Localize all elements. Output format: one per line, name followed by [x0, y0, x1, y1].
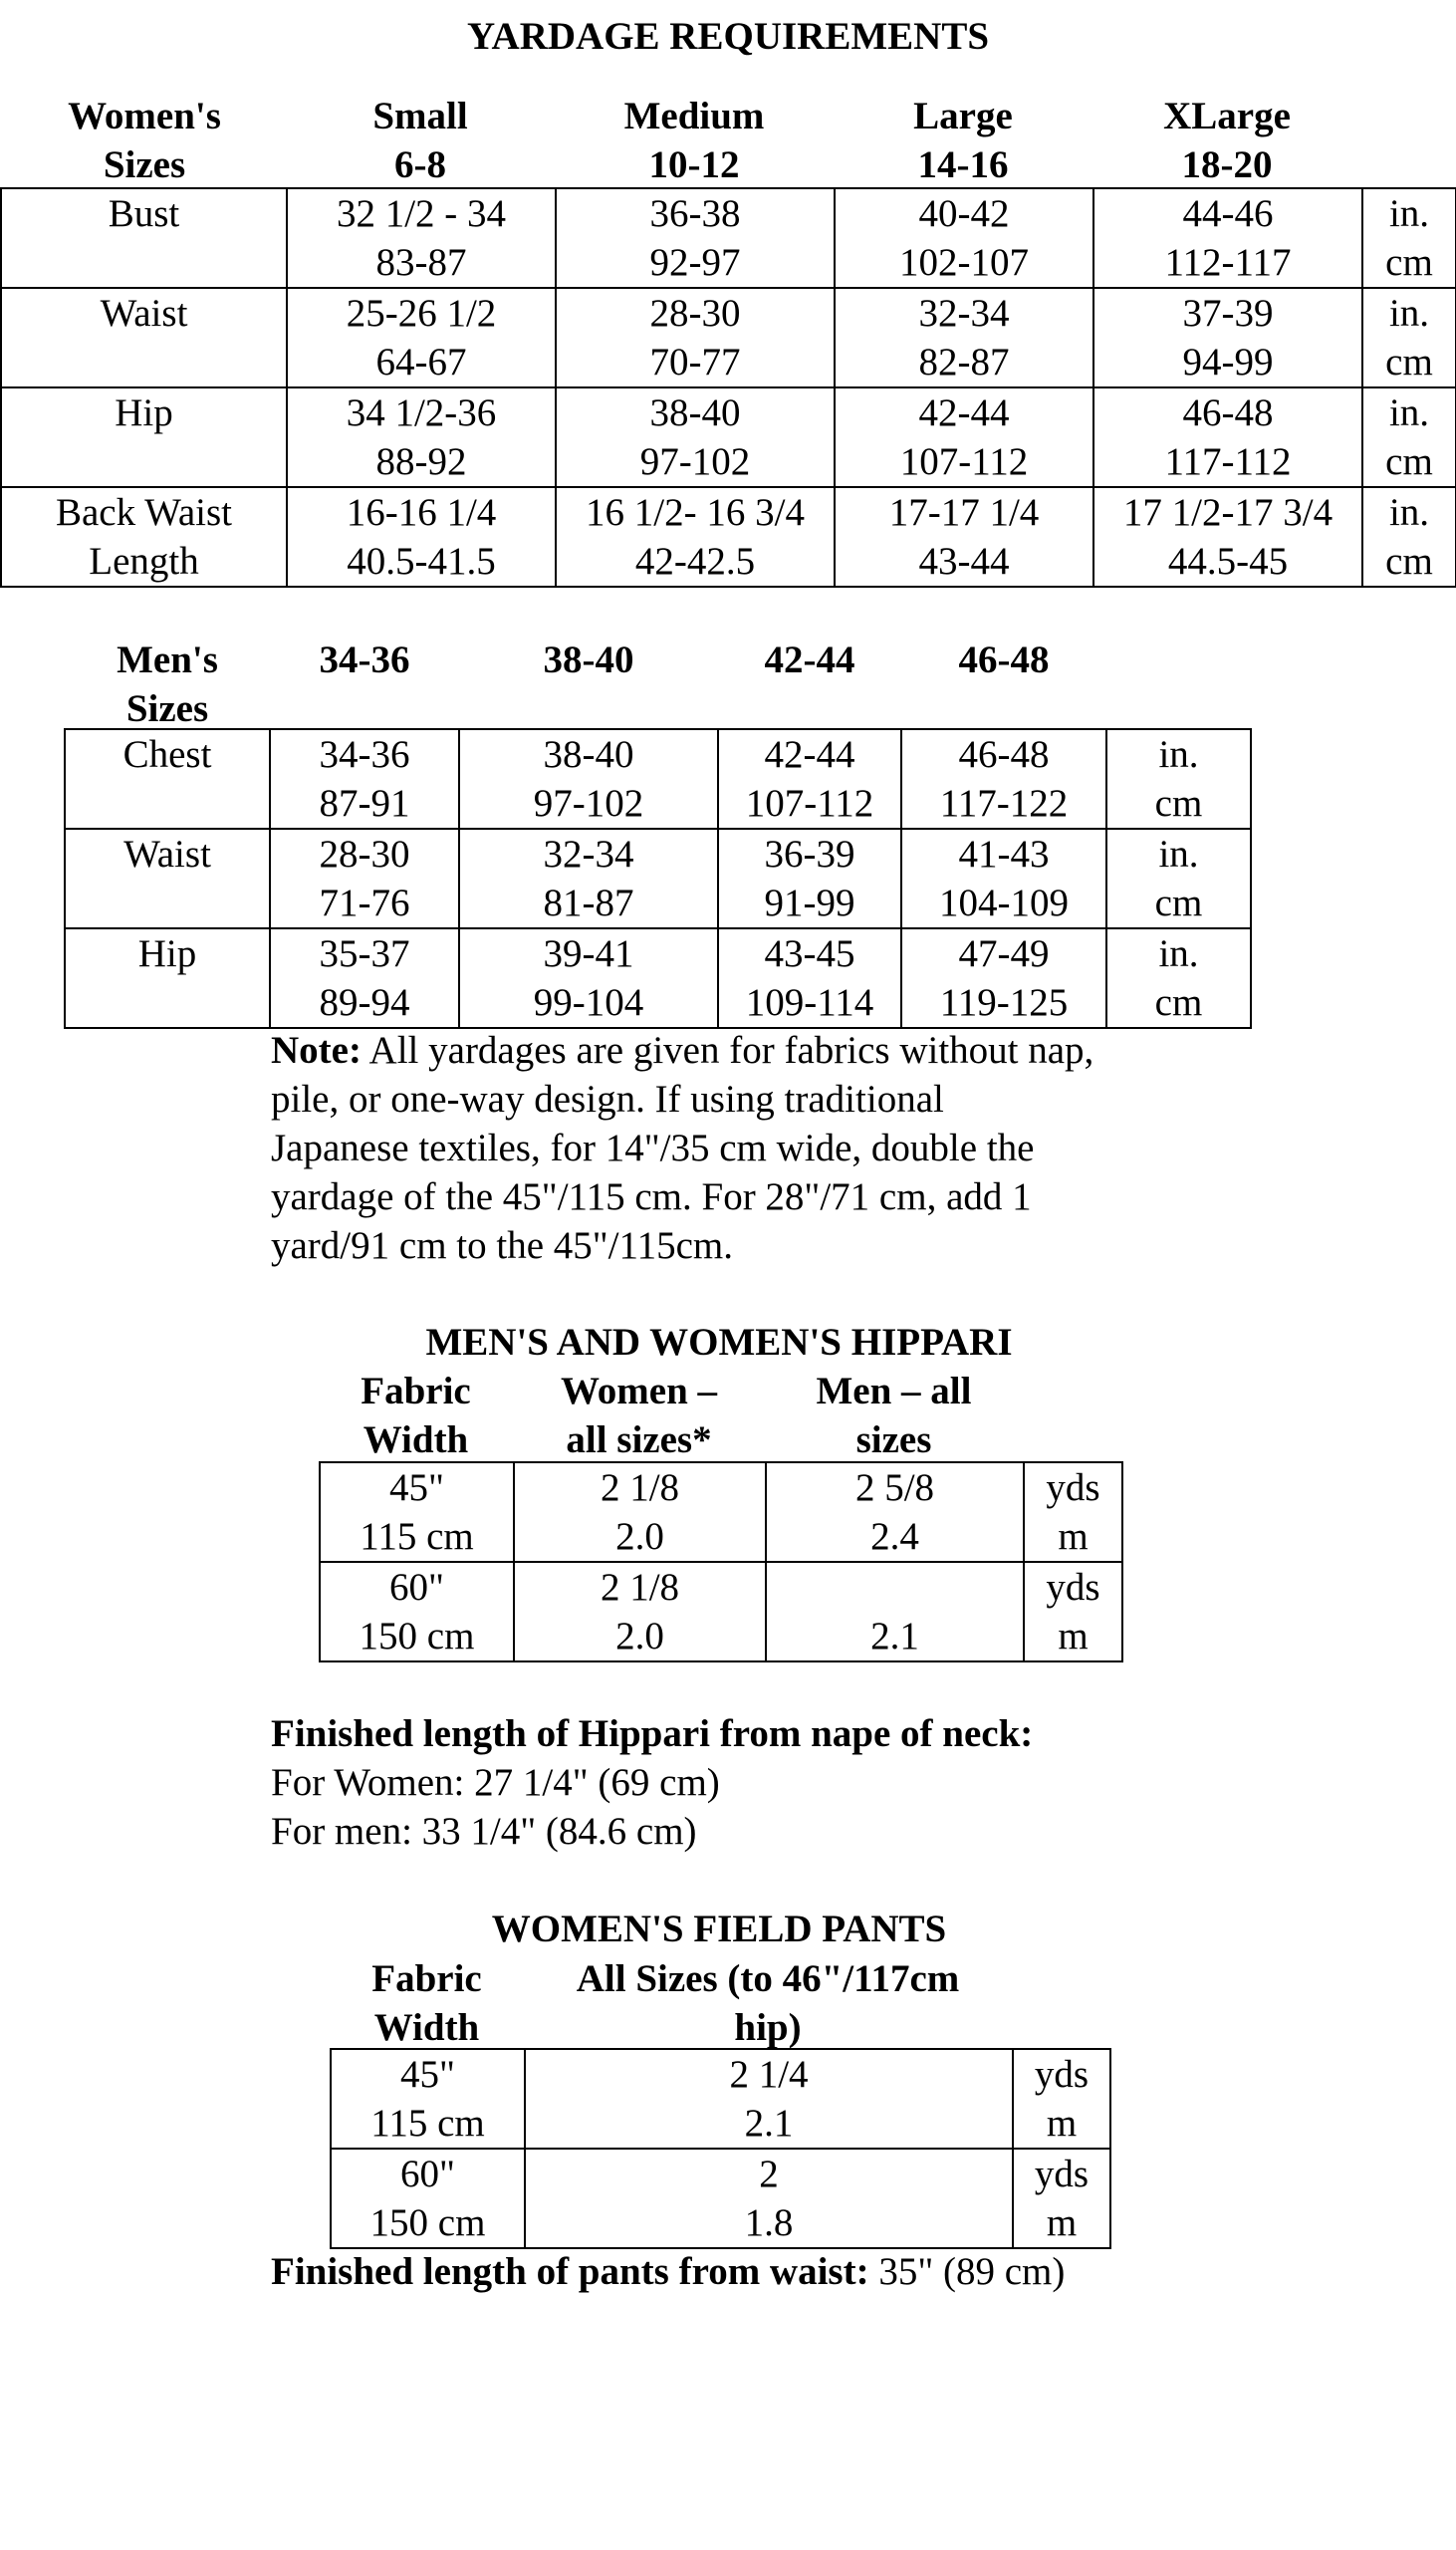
cell-line: 32-34: [543, 833, 634, 876]
note-line: All yardages are given for fabrics without nap,: [361, 1029, 1094, 1072]
cell-line: 109-114: [745, 981, 874, 1024]
cell-line: 45": [389, 1466, 444, 1509]
table-cell: [1013, 2149, 1110, 2248]
cell-line: 91-99: [764, 882, 855, 924]
cell-line: 2.1: [870, 1615, 919, 1658]
cell-line: 81-87: [543, 882, 634, 924]
cell-line: Back Waist: [55, 491, 233, 534]
cell-line: cm: [1385, 341, 1433, 383]
cell-line: 32 1/2 - 34: [336, 192, 507, 235]
hippari-table-row: [320, 1562, 1122, 1661]
cell-line: 38-40: [543, 733, 634, 776]
cell-line: 44-46: [1182, 192, 1274, 235]
table-cell: [331, 2149, 525, 2248]
hippari-finished-men: For men: 33 1/4" (84.6 cm): [271, 1810, 697, 1853]
cell-line: Chest: [122, 733, 212, 776]
table-cell: [514, 1562, 766, 1661]
cell-line: cm: [1154, 882, 1203, 924]
cell-line: in.: [1388, 391, 1430, 434]
cell-line: 2.1: [744, 2102, 794, 2145]
table-cell: [901, 928, 1106, 1028]
mens-table-row: [65, 928, 1251, 1028]
cell-line: cm: [1385, 540, 1433, 583]
table-cell: [1013, 2049, 1110, 2149]
cell-line: m: [1046, 2102, 1078, 2145]
table-cell: [65, 729, 270, 829]
table-cell: [1, 387, 287, 487]
hippari-finished-length: [271, 1709, 1033, 1856]
cell-line: 2.4: [870, 1515, 919, 1558]
womens-table-row: [1, 288, 1456, 387]
table-cell: [287, 288, 556, 387]
cell-line: 70-77: [649, 341, 741, 383]
table-cell: [1093, 487, 1362, 587]
pants-header-all-sizes: All Sizes (to 46"/117cm hip): [576, 1957, 960, 2049]
pants-finished-label: Finished length of pants from waist:: [271, 2250, 869, 2293]
table-cell: [1093, 387, 1362, 487]
table-cell: [718, 829, 901, 928]
cell-line: 46-48: [1182, 391, 1274, 434]
table-cell: [556, 188, 835, 288]
cell-line: in.: [1158, 833, 1199, 876]
table-cell: [766, 1562, 1024, 1661]
cell-line: 2 1/8: [600, 1466, 680, 1509]
hippari-header-fabric-width: Fabric Width: [361, 1370, 471, 1461]
cell-line: cm: [1385, 241, 1433, 284]
table-cell: [835, 188, 1093, 288]
cell-line: 97-102: [639, 440, 751, 483]
cell-line: 64-67: [375, 341, 467, 383]
cell-line: 2.0: [615, 1515, 664, 1558]
pants-table-row: [331, 2149, 1110, 2248]
pants-header-fabric-width: Fabric Width: [371, 1957, 482, 2049]
cell-line: 107-112: [745, 782, 874, 825]
cell-line: 150 cm: [359, 1615, 475, 1658]
table-cell: [1106, 729, 1251, 829]
table-cell: [459, 829, 718, 928]
cell-line: 104-109: [939, 882, 1069, 924]
hippari-header-men: Men – all sizes: [816, 1370, 972, 1461]
womens-table-row: [1, 387, 1456, 487]
cell-line: yds: [1046, 1566, 1100, 1609]
cell-line: 88-92: [375, 440, 467, 483]
mens-header-34-36: 34-36: [319, 638, 410, 681]
cell-line: yds: [1034, 2053, 1090, 2096]
womens-table-row: [1, 487, 1456, 587]
table-cell: [270, 928, 459, 1028]
cell-line: Waist: [100, 292, 188, 335]
cell-line: in.: [1388, 192, 1430, 235]
womens-header-sizes: Women's Sizes: [68, 95, 221, 186]
cell-line: 44.5-45: [1167, 540, 1289, 583]
page-title: YARDAGE REQUIREMENTS: [466, 15, 990, 58]
cell-line: 36-39: [764, 833, 855, 876]
womens-header-medium: Medium 10-12: [623, 95, 765, 186]
cell-line: 97-102: [533, 782, 644, 825]
table-cell: [320, 1562, 514, 1661]
cell-line: 115 cm: [370, 2102, 485, 2145]
cell-line: 40-42: [918, 192, 1010, 235]
cell-line: yds: [1034, 2153, 1090, 2195]
pants-table: [330, 2048, 1111, 2249]
cell-line: 36-38: [649, 192, 741, 235]
hippari-title: MEN'S AND WOMEN'S HIPPARI: [425, 1321, 1013, 1364]
cell-line: 42-44: [764, 733, 855, 776]
cell-line: cm: [1154, 782, 1203, 825]
table-cell: [1093, 188, 1362, 288]
cell-line: 82-87: [918, 341, 1010, 383]
cell-line: 16 1/2- 16 3/4: [586, 491, 805, 534]
cell-line: m: [1058, 1515, 1089, 1558]
cell-line: [2, 238, 286, 287]
table-cell: [331, 2049, 525, 2149]
cell-line: 37-39: [1182, 292, 1274, 335]
table-cell: [320, 1462, 514, 1562]
cell-line: in.: [1158, 932, 1199, 975]
hippari-table-row: [320, 1462, 1122, 1562]
cell-line: Hip: [115, 391, 173, 434]
cell-line: 17-17 1/4: [888, 491, 1040, 534]
cell-line: [2, 437, 286, 486]
note-label: Note:: [271, 1029, 362, 1072]
cell-line: 2: [759, 2153, 779, 2195]
cell-line: 87-91: [319, 782, 410, 825]
hippari-header-women: Women – all sizes*: [560, 1370, 718, 1461]
cell-line: cm: [1385, 440, 1433, 483]
mens-size-table: [64, 728, 1252, 1029]
table-cell: [1, 188, 287, 288]
womens-size-table: [0, 187, 1456, 588]
cell-line: 42-42.5: [634, 540, 756, 583]
table-cell: [514, 1462, 766, 1562]
cell-line: 35-37: [319, 932, 410, 975]
mens-header-46-48: 46-48: [958, 638, 1050, 681]
cell-line: 102-107: [899, 241, 1029, 284]
note-line: Japanese textiles, for 14"/35 cm wide, double the: [271, 1127, 1035, 1169]
cell-line: 28-30: [319, 833, 410, 876]
cell-line: 60": [389, 1566, 444, 1609]
table-cell: [1362, 188, 1456, 288]
table-cell: [835, 387, 1093, 487]
cell-line: 39-41: [543, 932, 634, 975]
cell-line: in.: [1388, 491, 1430, 534]
cell-line: 2 5/8: [854, 1466, 935, 1509]
table-cell: [1362, 487, 1456, 587]
cell-line: 107-112: [899, 440, 1029, 483]
table-cell: [1106, 928, 1251, 1028]
table-cell: [287, 487, 556, 587]
cell-line: Bust: [108, 192, 180, 235]
table-cell: [1024, 1462, 1122, 1562]
table-cell: [459, 928, 718, 1028]
cell-line: 71-76: [319, 882, 410, 924]
cell-line: 43-44: [918, 540, 1010, 583]
cell-line: 2.0: [615, 1615, 664, 1658]
note-line: yardage of the 45"/115 cm. For 28"/71 cm, add 1: [271, 1175, 1032, 1218]
cell-line: 94-99: [1182, 341, 1274, 383]
cell-line: 42-44: [918, 391, 1010, 434]
cell-line: 2 1/4: [729, 2053, 809, 2096]
cell-line: yds: [1046, 1466, 1100, 1509]
cell-line: 46-48: [958, 733, 1050, 776]
table-cell: [525, 2149, 1013, 2248]
yardage-note: [271, 1026, 1093, 1270]
cell-line: [66, 879, 269, 927]
table-cell: [556, 288, 835, 387]
cell-line: 45": [400, 2053, 455, 2096]
table-cell: [835, 487, 1093, 587]
cell-line: 43-45: [764, 932, 855, 975]
womens-header-large: Large 14-16: [913, 95, 1013, 186]
note-line: yard/91 cm to the 45"/115cm.: [271, 1224, 733, 1267]
table-cell: [1362, 288, 1456, 387]
table-cell: [901, 829, 1106, 928]
cell-line: [66, 978, 269, 1027]
pants-title: WOMEN'S FIELD PANTS: [491, 1908, 947, 1950]
mens-header-42-44: 42-44: [764, 638, 855, 681]
cell-line: in.: [1388, 292, 1430, 335]
cell-line: 112-117: [1164, 241, 1292, 284]
table-cell: [718, 928, 901, 1028]
womens-header-small: Small 6-8: [372, 95, 468, 186]
cell-line: 41-43: [958, 833, 1050, 876]
mens-table-row: [65, 829, 1251, 928]
table-cell: [1, 288, 287, 387]
cell-line: 83-87: [375, 241, 467, 284]
cell-line: 117-112: [1164, 440, 1292, 483]
table-cell: [270, 829, 459, 928]
table-cell: [1024, 1562, 1122, 1661]
cell-line: 1.8: [744, 2201, 794, 2244]
cell-line: m: [1058, 1615, 1089, 1658]
table-cell: [270, 729, 459, 829]
table-cell: [1, 487, 287, 587]
cell-line: 28-30: [649, 292, 741, 335]
pants-table-row: [331, 2049, 1110, 2149]
pants-finished-length: [271, 2247, 1065, 2296]
table-cell: [65, 829, 270, 928]
hippari-finished-women: For Women: 27 1/4" (69 cm): [271, 1761, 720, 1804]
table-cell: [1093, 288, 1362, 387]
table-cell: [525, 2049, 1013, 2149]
cell-line: cm: [1154, 981, 1203, 1024]
table-cell: [556, 387, 835, 487]
cell-line: Waist: [123, 833, 211, 876]
cell-line: 150 cm: [369, 2201, 486, 2244]
cell-line: 60": [400, 2153, 455, 2195]
cell-line: [66, 779, 269, 828]
womens-table-row: [1, 188, 1456, 288]
table-cell: [459, 729, 718, 829]
cell-line: 92-97: [649, 241, 741, 284]
cell-line: 99-104: [533, 981, 644, 1024]
cell-line: 32-34: [918, 292, 1010, 335]
cell-line: m: [1046, 2201, 1078, 2244]
hippari-finished-heading: Finished length of Hippari from nape of neck:: [271, 1712, 1034, 1755]
cell-line: 117-122: [939, 782, 1069, 825]
cell-line: [767, 1563, 1023, 1612]
table-cell: [556, 487, 835, 587]
cell-line: in.: [1158, 733, 1199, 776]
table-cell: [766, 1462, 1024, 1562]
cell-line: 34-36: [319, 733, 410, 776]
table-cell: [287, 188, 556, 288]
mens-table-row: [65, 729, 1251, 829]
cell-line: 16-16 1/4: [346, 491, 497, 534]
cell-line: 89-94: [319, 981, 410, 1024]
table-cell: [835, 288, 1093, 387]
cell-line: 2 1/8: [600, 1566, 680, 1609]
mens-header-38-40: 38-40: [543, 638, 634, 681]
table-cell: [718, 729, 901, 829]
table-cell: [65, 928, 270, 1028]
pants-finished-value: 35" (89 cm): [868, 2250, 1066, 2293]
womens-header-xlarge: XLarge 18-20: [1163, 95, 1291, 186]
table-cell: [1362, 387, 1456, 487]
cell-line: 40.5-41.5: [347, 540, 496, 583]
cell-line: [2, 338, 286, 386]
cell-line: 47-49: [958, 932, 1050, 975]
note-line: pile, or one-way design. If using traditional: [271, 1078, 944, 1121]
cell-line: 38-40: [649, 391, 741, 434]
cell-line: 34 1/2-36: [346, 391, 497, 434]
cell-line: 119-125: [939, 981, 1069, 1024]
cell-line: Hip: [137, 932, 197, 975]
table-cell: [901, 729, 1106, 829]
cell-line: Length: [89, 540, 199, 583]
cell-line: 17 1/2-17 3/4: [1122, 491, 1334, 534]
hippari-table: [319, 1461, 1123, 1662]
table-cell: [287, 387, 556, 487]
mens-header-sizes: Men's Sizes: [117, 638, 218, 730]
cell-line: 115 cm: [360, 1515, 474, 1558]
table-cell: [1106, 829, 1251, 928]
cell-line: 25-26 1/2: [346, 292, 497, 335]
